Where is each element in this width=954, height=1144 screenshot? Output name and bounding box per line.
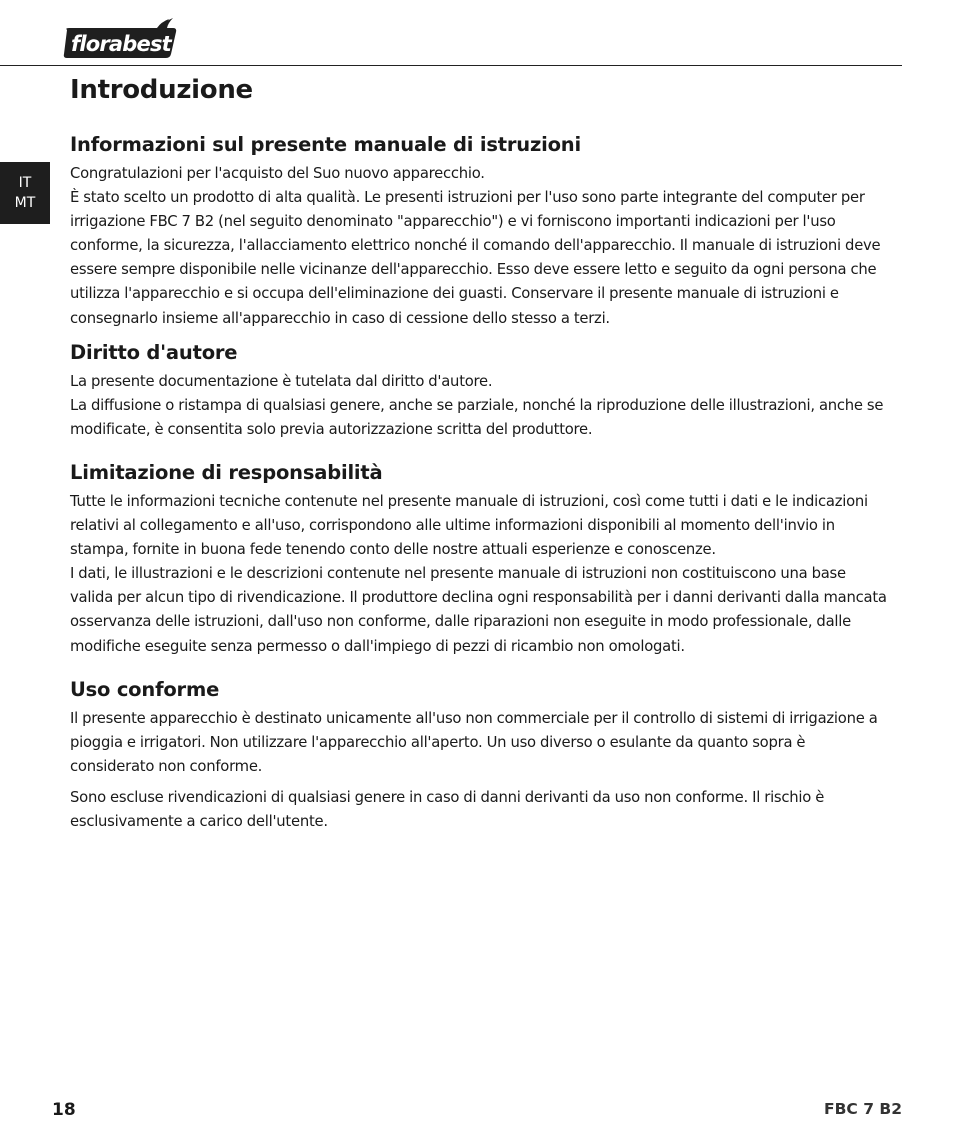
paragraph: La diffusione o ristampa di qualsiasi genere, anche se parziale, nonché la riproduzione delle illustrazioni, anche se modificate, è consentita solo previa autorizzazione scritta del produttore.	[70, 396, 884, 438]
page-number: 18	[52, 1100, 76, 1120]
section-heading-copyright: Diritto d'autore	[70, 340, 238, 364]
paragraph: Il presente apparecchio è destinato unicamente all'uso non commerciale per il controllo di sistemi di irrigazione a pioggia e irrigatori. Non utilizzare l'apparecchio all'aperto. Un uso diverso o esulante da quanto sopra è considerato non conforme.	[70, 709, 878, 775]
section-heading-info: Informazioni sul presente manuale di istruzioni	[70, 133, 581, 156]
paragraph: Sono escluse rivendicazioni di qualsiasi genere in caso di danni derivanti da uso non conforme. Il rischio è esclusivamente a carico dell'utente.	[70, 788, 825, 830]
florabest-logo	[61, 16, 179, 60]
paragraph: La presente documentazione è tutelata dal diritto d'autore.	[70, 372, 493, 390]
paragraph: Congratulazioni per l'acquisto del Suo nuovo apparecchio.	[70, 165, 485, 182]
model-label: FBC 7 B2	[824, 1100, 902, 1118]
paragraph: Tutte le informazioni tecniche contenute nel presente manuale di istruzioni, così come tutti i dati e le indicazioni relativi al collegamento e all'uso, corrispondono alle ultime informazioni disponibili al momento dell'invio in stampa, fornite in buona fede tenendo conto delle nostre attuali esperienze e conoscenze.	[70, 492, 868, 559]
paragraph: I dati, le illustrazioni e le descrizioni contenute nel presente manuale di istruzioni non costituiscono una base valida per alcun tipo di rivendicazione. Il produttore declina ogni responsabilità per i danni derivanti dalla mancata osservanza delle istruzioni, dall'uso non conforme, dalle riparazioni non eseguite in modo professionale, dalle modifiche eseguite senza permesso o dall'impiego di pezzi di ricambio non omologati.	[70, 565, 887, 655]
paragraph: È stato scelto un prodotto di alta qualità. Le presenti istruzioni per l'uso sono parte integrante del computer per irrigazione FBC 7 B2 (nel seguito denominato "apparecchio") e vi forniscono importanti indicazioni per l'uso conforme, la sicurezza, l'allacciamento elettrico nonché il comando dell'apparecchio. Il manuale di istruzioni deve essere sempre disponibile nelle vicinanze dell'apparecchio. Esso deve essere letto e seguito da ogni persona che utilizza l'apparecchio e si occupa dell'eliminazione dei guasti. Conservare il presente manuale di istruzioni e consegnarlo insieme all'apparecchio in caso di cessione dello stesso a terzi.	[70, 189, 881, 327]
section-heading-liability: Limitazione di responsabilità	[70, 460, 383, 484]
section-heading-intended-use: Uso conforme	[70, 677, 220, 701]
header-rule	[0, 65, 902, 66]
language-code-mt: MT	[14, 195, 36, 211]
page-content	[70, 72, 890, 834]
language-code-it: IT	[18, 175, 32, 191]
logo-text: florabest	[71, 32, 171, 56]
page-title: Introduzione	[70, 75, 253, 105]
language-tab	[0, 162, 50, 224]
